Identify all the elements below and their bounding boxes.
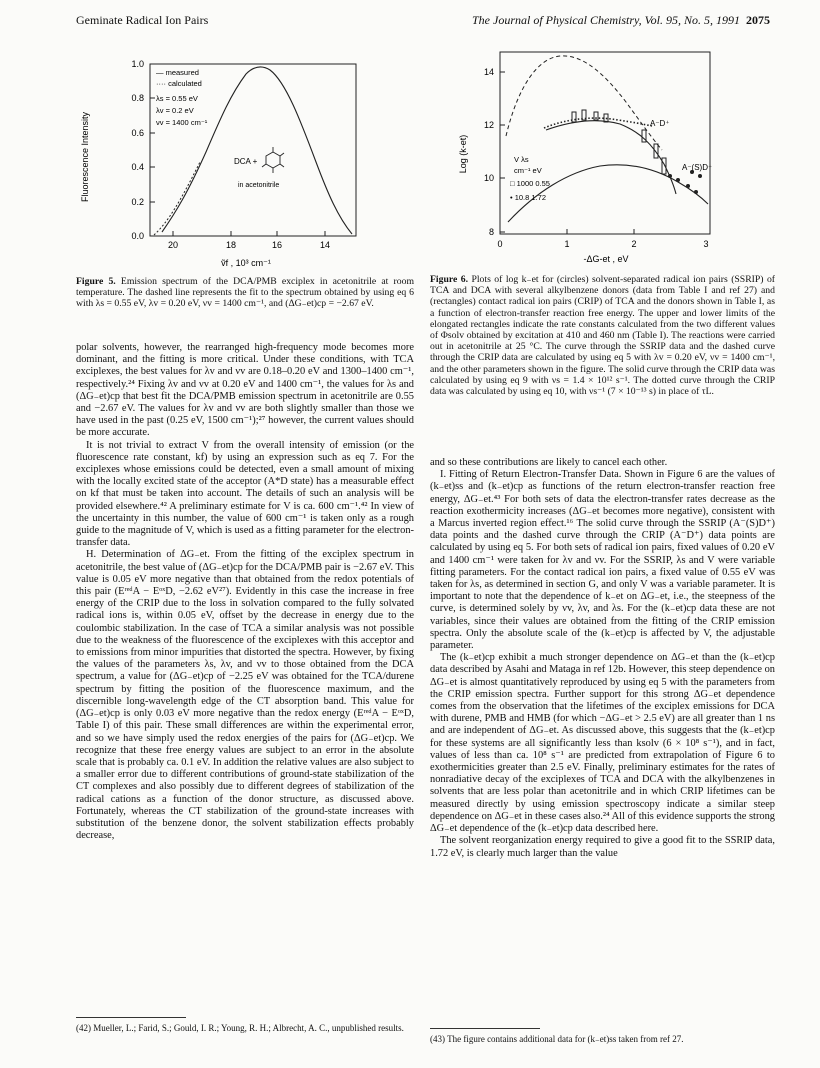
figure-5 [76,52,376,274]
fig5-legend-lambda-v: λv = 0.2 eV [156,106,194,115]
fig5-ytick: 0.0 [131,231,144,241]
figure-5-caption-text: Emission spectrum of the DCA/PMB exciplex in acetonitrile at room temperature. The dashed line represents the fit to the spectrum obtained by using eq 6 with λs = 0.55 eV, λv = 0.20 eV, νv = 1400 cm⁻¹, and (ΔG₋et)cp = −2.67 eV. [76,276,415,310]
fig5-ylabel: Fluorescence Intensity [80,111,90,203]
fig6-legend-row-1: □ 1000 0.55 [510,179,550,188]
figure-6-caption-text: Plots of log k₋et for (circles) solvent-separated radical ion pairs (SSRIP) of TCA and DCA with several alkylbenzene donors (data from Table I and ref 27) and (rectangles) contact radical ion pairs (CRIP) of TCA and the donors shown in Table I, as a function of electron-transfer reaction free energy. The upper and lower limits of the elongated rectangles indicate the rate constants calculated from the two different values of Φsolv obtained by excitation at 410 and 460 nm (Table I). The reactions were carried out in acetonitrile at 25 °C. The curve through the SSRIP data and the dashed curve through the CRIP data are calculated by using eq 5 with λv = 0.20 eV, νv = 1400 cm⁻¹, and the other parameters shown in the figure. The solid curve through the CRIP data was calculated by using eq 9 with νs = 1.4 × 10¹² s⁻¹. The dotted curve through the CRIP data was calculated by using eq 10, with νs⁻¹ (7 × 10⁻¹³ s) in place of τL. [430,274,776,398]
fig6-legend [510,155,550,202]
figure-6-caption [430,274,775,397]
fig6-xtick: 1 [564,239,570,249]
right-column-body [430,457,775,860]
fig6-legend-header-2: cm⁻¹ eV [514,166,542,175]
fig6-xticks [497,229,708,249]
fig6-plot-frame [500,52,713,234]
fig5-inset-label: DCA + [234,157,258,166]
fig6-label-asd: A⁻(S)D⁺ [682,163,713,172]
fig5-legend-calculated: ···· calculated [156,79,202,88]
figure-5-caption-label: Figure 5. [76,276,116,287]
fig6-ytick: 8 [488,227,494,237]
left-paragraph: It is not trivial to extract V from the overall intensity of emission (or the fluorescence rate constant, kf) by using an expression such as eq 7. For the exciplexes whose emissions could be detected, even a small amount of mixing with the locally excited state of the acceptor (A*D state) has a measurable effect on kf that must be taken into account. The details of such an analysis will be provided elsewhere.⁴² A preliminary estimate for V is ca. 600 cm⁻¹.⁴² In view of the uncertainty in this number, the value of 600 cm⁻¹ is taken only as a rough guide to the magnitude of V, which is used as a fitting parameter for the electron-transfer data. [76,439,414,549]
fig5-measured-curve [162,67,352,234]
fig6-crip-solid-curve [546,121,676,194]
fig5-plot-frame [150,64,356,236]
right-paragraph: The (k₋et)cp exhibit a much stronger dependence on ΔG₋et than the (k₋et)cp data described by Asahi and Mataga in ref 12b. However, this steep dependence on ΔG₋et is almost quantitatively reproduced by using eq 5 with the parameters from the CRIP emission spectra. Further support for this strong ΔG₋et dependence comes from the observation that the lifetimes of the exciplex emissions for DCA with durene, PMB and HMB (for which −ΔG₋et > 2.5 eV) are all greater than 1 ns and are independent of ΔG₋et. As discussed above, this suggests that the (k₋et)cp for these systems are all significantly less than ksolv (6 × 10⁸ s⁻¹), and in fact, values of less than ca. 10⁸ s⁻¹ are predicted from extrapolation of Figure 6 to exothermicities greater than 2.5 eV. Finally, preliminary estimates for the rates of nonradiative decay of the exciplexes of TCA and DCA with the alkylbenzenes in solvents that are less polar than acetonitrile and in which CRIP lifetimes can be measured directly by using emission spectroscopy indicate a similar steep dependence on ΔG₋et in these cases also.²⁴ All of this evidence supports the strong ΔG₋et dependence of the (k₋et)cp data described here. [430,652,775,835]
fig6-xtick: 3 [703,239,709,249]
right-paragraph: and so these contributions are likely to cancel each other. [430,457,668,468]
fig6-label-ad: A⁻D⁺ [650,119,670,128]
fig5-xlabel: ṽf , 10³ cm⁻¹ [221,258,271,268]
left-paragraph: H. Determination of ΔG₋et. From the fitting of the exciplex spectrum in acetonitrile, the best value of (ΔG₋et)cp for the DCA/PMB pair is −2.67 eV. This value is 0.05 eV more negative than that obtained from the redox potentials of this pair (EʳᵉᵈA − EᵒˣD, −2.62 eV²⁷). Evidently in this case the increase in free energy of the CRIP due to the loss in solvation compared to the fully solvated radical ions is, within 0.05 eV, offset by the decrease in energy due to the coulombic stabilization. In the case of TCA a similar analysis was not possible due to the weakness of the fluorescence of the exciplexes with this acceptor and to emissions from minor impurities that distorted the spectra. However, by fixing the values of the parameters λs, λv, and νv to those obtained from the DCA spectrum, a value for (ΔG₋et)cp of −2.25 eV was obtained for the TCA/durene spectrum by fitting the position of the fluorescence maximum, and the discernible long-wavelength edge of the CT absorption band. This value for (ΔG₋et)cp is only 0.03 eV more negative than the redox energy (EʳᵉᵈA − EᵒˣD, Table I) of this pair. These small differences are within the experimental error, and so we have simply used the redox energies of the pairs for (ΔG₋et)cp. We recognize that these free energy values are subject to an error in the absolute scale that is probably ca. 0.1 eV. In addition the relative values are also subject to a smaller error due to different contributions of ground-state stabilization of the CT complexes and also possibly due to different degrees of stabilization of the radical cations as a function of the donor structure, as discussed above. Fortunately, whereas the CT stabilization of the ground-state increases with substitution of the benzene donor, the solvent stabilization effects probably decrease, [76,549,414,842]
fig5-ytick: 0.2 [131,197,144,207]
fig5-ytick: 0.8 [131,93,144,103]
right-paragraph: The solvent reorganization energy required to give a good fit to the SSRIP data, 1.72 eV, is clearly much larger than the value [430,835,775,859]
figure-6-caption-label: Figure 6. [430,274,468,285]
footnote-rule-right [430,1028,540,1029]
fig6-xtick: 2 [631,239,637,249]
fig6-ssrip-points [668,170,702,194]
fig6-xtick: 0 [497,239,503,249]
journal-citation: The Journal of Physical Chemistry, Vol. 95, No. 5, 1991 [472,13,740,27]
fig5-xtick: 18 [225,240,237,250]
fig5-yticks [131,59,155,241]
fig5-xticks [168,231,330,250]
fig5-xtick: 16 [271,240,283,250]
right-paragraph: I. Fitting of Return Electron-Transfer Data. Shown in Figure 6 are the values of (k₋et)ss and (k₋et)cp as functions of the return electron-transfer reaction free energy, ΔG₋et.⁴³ For both sets of data the electron-transfer rates decrease as the reaction exothermicity increases (ΔG₋et becomes more negative), consistent with a Marcus inverted region effect.¹⁶ The solid curve through the SSRIP (A⁻(S)D⁺) data points and the dashed curve through the CRIP (A⁻D⁺) data points are calculated by using eq 5. For both sets of radical ion pairs, fixed values of 0.20 eV and 1400 cm⁻¹ were taken for λv and νv. For the SSRIP, λs and V were variable fitting parameters. For the contact radical ion pairs, a fixed value of 0.55 eV was taken for λs, as determined in section G, and only V was a variable parameter. It is important to note that the dependence of k₋et on ΔG₋et, i.e., the steepness of the curve, is determined solely by νv, λv, and λs. For the (k₋et)cp data these are not variables, since their values are obtained from the fitting of the CRIP emission spectra. Only the absolute scale of the (k₋et)cp is affected by V, the adjustable parameter. [430,469,775,652]
fig6-ytick: 12 [483,120,494,130]
fig5-xtick: 14 [319,240,331,250]
fig6-ytick: 10 [483,173,494,183]
footnote-43: (43) The figure contains additional data for (k₋et)ss taken from ref 27. [430,1034,684,1044]
footnote-rule-left [76,1017,186,1018]
running-header-left: Geminate Radical Ion Pairs [76,13,209,27]
fig6-ylabel: Log (k-et) [458,134,468,174]
fig5-ytick: 1.0 [131,59,144,69]
fig6-legend-header-1: V λs [514,155,529,164]
fig6-yticks [484,67,505,237]
fig5-inset [234,147,284,189]
fig5-legend [156,68,208,127]
figure-6 [456,46,730,270]
fig5-calculated-curve [154,162,200,235]
fig5-legend-lambda-s: λs = 0.55 eV [156,94,198,103]
left-paragraph: polar solvents, however, the rearranged high-frequency mode becomes more dominant, and the fitting is more critical. Under these conditions, with TCA exciplexes, the best values for λv and νv are 0.18–0.20 eV and 1300–1400 cm⁻¹, respectively.²⁴ Fixing λv and νv at 0.20 eV and 1400 cm⁻¹, the values for λs and (ΔG₋et)cp that best fit the DCA/PMB emission spectrum in acetonitrile are 0.55 and −2.67 eV. The values for λv and νv are both slightly smaller than those we have used in the past (0.25 eV, 1500 cm⁻¹);²⁷ however, the current values should be more accurate. [76,342,414,439]
fig5-ytick: 0.4 [131,162,144,172]
fig5-legend-nu-v: νv = 1400 cm⁻¹ [156,118,208,127]
fig5-xtick: 20 [167,240,179,250]
fig6-legend-row-2: • 10.8 1.72 [510,193,546,202]
fig5-inset-sub: in acetonitrile [238,182,280,189]
fig5-ytick: 0.6 [131,128,144,138]
footnote-42: (42) Mueller, L.; Farid, S.; Gould, I. R.; Young, R. H.; Albrecht, A. C., unpublished results. [76,1023,404,1033]
left-column-body [76,342,414,842]
fig6-crip-dashed-curve [506,56,662,150]
fig6-xlabel: -ΔG-et , eV [583,254,629,264]
fig6-ytick: 14 [483,67,494,77]
fig5-legend-measured: — measured [156,68,199,77]
page-number: 2075 [746,13,770,27]
running-header-right [472,13,770,28]
figure-5-caption [76,276,414,310]
benzene-molecule-icon [262,147,284,173]
